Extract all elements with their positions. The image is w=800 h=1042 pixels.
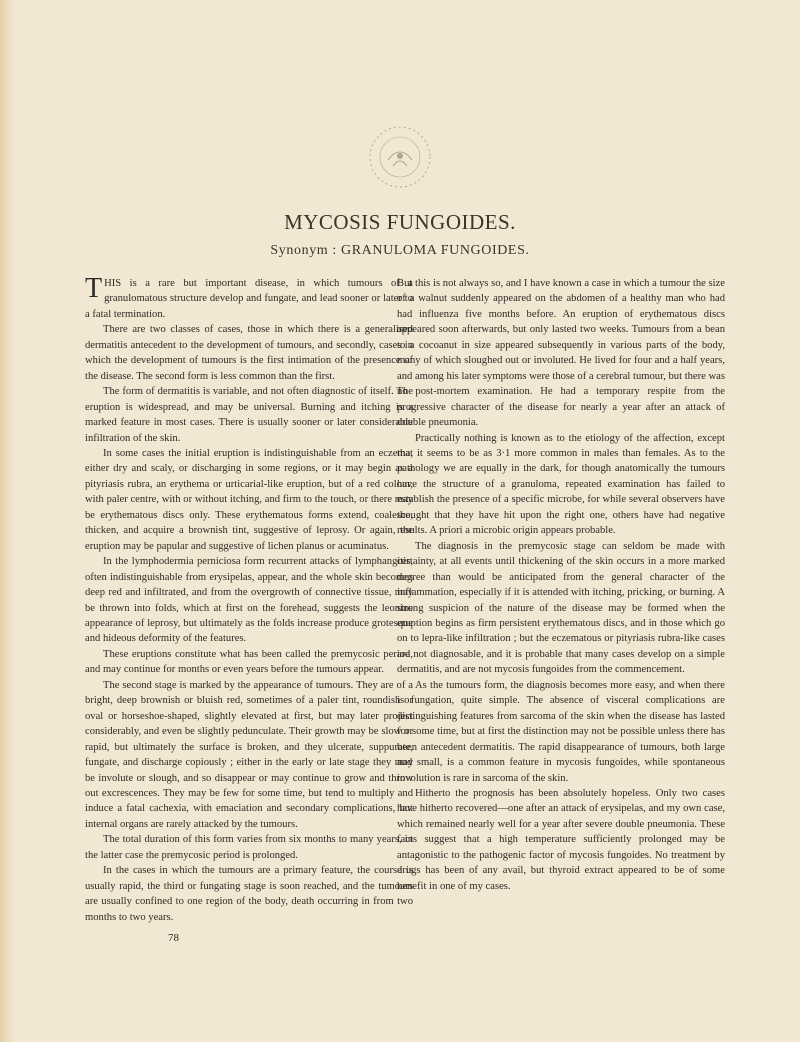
paragraph: The diagnosis in the premycosic stage can seldom be made with certainty, at all events until thickening of the skin occurs in a more marked degree than would be anticipated from the general character of the inflammation, especially if it is attended with itching, pricking, or burning. A strong suspicion of the nature of the disease may be formed when the eruption begins as firm persistent erythematous discs, and in those which go on to lepra-like infiltration ; but the eczematous or pityriasis rubra-like cases are not diagnosable, and it is probable that many cases develop on a simple dermatitis, and are not mycosis fungoides from the commencement.: [397, 540, 725, 676]
library-stamp: [365, 122, 435, 192]
page-edge: [0, 0, 14, 1042]
paragraph: The form of dermatitis is variable, and not often diagnostic of itself. The eruption is widespread, and may be universal. Burning and itching is a marked feature in most cases. There is usually sooner or later considerable infiltration of the skin.: [85, 386, 413, 444]
paragraph: There are two classes of cases, those in which there is a generalised dermatitis antecedent to the development of tumours, and secondly, cases in which the development of tumours is the first intimation of the presence of the disease. The second form is less common than the first.: [85, 324, 413, 382]
left-column: [85, 273, 413, 925]
paragraph: As the tumours form, the diagnosis becomes more easy, and when there is fungation, quite simple. The absence of visceral complications are distinguishing features from sarcoma of the skin when the disease has lasted for some time, but at first the distinction may not be possible unless there has been antecedent dermatitis. The rapid disappearance of tumours, both large and small, is a common feature in mycosis fungoides, while spontaneous involution is rare in sarcoma of the skin.: [397, 679, 725, 784]
paragraph: In the cases in which the tumours are a primary feature, the course is usually rapid, the third or fungating stage is soon reached, and the tumours are usually confined to one region of the body, death occurring in from two months to two years.: [85, 865, 413, 923]
paragraph: These eruptions constitute what has been called the premycosic period, and may continue for months or even years before the tumours appear.: [85, 648, 413, 676]
paragraph: THIS is a rare but important disease, in which tumours of a granulomatous structure develop and fungate, and lead sooner or later to a fatal termination.: [85, 273, 413, 320]
synonym-line: [0, 243, 800, 259]
paragraph: The total duration of this form varies from six months to many years, in the latter case the premycosic period is prolonged.: [85, 834, 413, 861]
paragraph: The second stage is marked by the appearance of tumours. They are of a bright, deep brownish or bluish red, sometimes of a paler tint, roundish or oval or horseshoe-shaped, slightly elevated at first, but may later project considerably, and even be slightly pedunculate. Their growth may be slow or rapid, but ultimately the surface is broken, and they ulcerate, suppurate, fungate, and discharge copiously ; either in the early or late stage they may be involute or slough, and so disappear or may continue to grow and throw out excrescences. They may be few for some time, but tend to multiply and induce a fatal cachexia, with emaciation and secondary complications, but internal organs are rarely attacked by the tumours.: [85, 679, 413, 830]
paragraph: In the lymphodermia perniciosa form recurrent attacks of lymphangitis, often indistinguishable from erysipelas, appear, and the whole skin becomes deep red and infiltrated, and from the overgrowth of connective tissue, may be thrown into folds, which at first on the forehead, suggests the leonine appearance of leprosy, but ultimately as the folds increase produce grotesque and hideous deformity of the features.: [85, 556, 413, 645]
drop-cap: T: [85, 273, 103, 304]
page-title: MYCOSIS FUNGOIDES.: [284, 210, 516, 234]
paragraph: In some cases the initial eruption is indistinguishable from an eczema, either dry and scaly, or discharging in some regions, or it may begin as a pityriasis rubra, an erythema or urticarial-like eruption, but of a red colour, with paler centre, with or without itching, and firm to the touch, or there may be erythematous discs only. These erythematous forms extend, coalesce, thicken, and acquire a brownish tint, suggestive of leprosy. Or again, the eruption may be papular and suggestive of lichen planus or acuminatus.: [85, 447, 413, 552]
paragraph: But this is not always so, and I have known a case in which a tumour the size of a walnut suddenly appeared on the abdomen of a healthy man who had had influenza five months before. An eruption of erythematous discs appeared soon afterwards, but only lasted two weeks. Tumours from a bean to a cocoanut in size appeared subsequently in various parts of the body, many of which sloughed out or involuted. He lived for four and a half years, and among his later symptoms were those of a cerebral tumour, but there was no post-mortem examination. He had a temporary respite from the progressive character of the disease for nearly a year after an attack of double pneumonia.: [397, 278, 725, 429]
paragraph: Practically nothing is known as to the etiology of the affection, except that it seems to be as 3·1 more common in males than females. As to the pathology we are equally in the dark, for though anatomically the tumours have the structure of a granuloma, repeated examination has failed to establish the presence of a specific microbe, for while several observers have thought that they have hit upon the right one, others have had negative results. A priori a microbic origin appears probable.: [397, 432, 725, 537]
paragraph: Hitherto the prognosis has been absolutely hopeless. Only two cases have hitherto recovered—one after an attack of erysipelas, and my own case, which remained nearly well for a year after severe double pneumonia. These facts suggest that a high temperature sufficiently prolonged may be antagonistic to the pathogenic factor of mycosis fungoides. No treatment by drugs has been of any avail, but thyroid extract appeared to be of some benefit in one of my cases.: [397, 787, 725, 892]
page-number: 78: [168, 932, 179, 944]
right-column: [397, 276, 725, 894]
synonym-value: GRANULOMA FUNGOIDES.: [341, 243, 530, 258]
synonym-label: Synonym :: [270, 243, 337, 258]
